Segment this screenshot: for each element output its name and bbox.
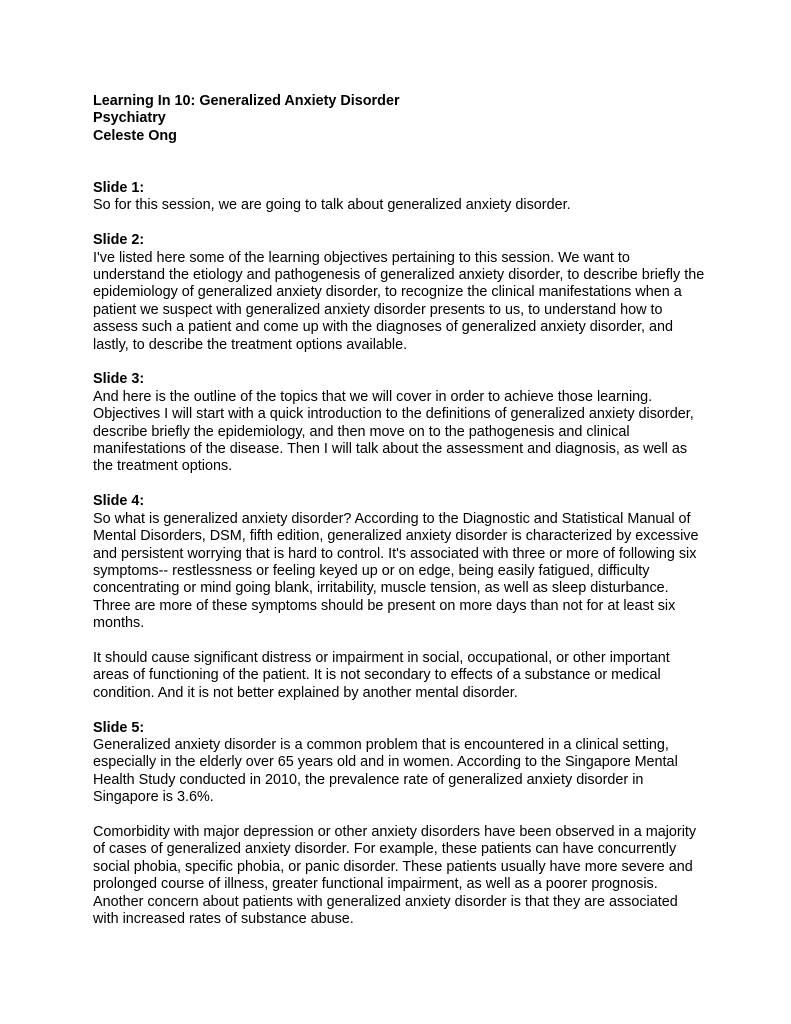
slide-3-paragraph-1: And here is the outline of the topics that we will cover in order to achieve those learning. Objectives I will start with a quick introduction to the definitions of generalized anxiety disorder, describe briefly the epidemiology, and then move on to the pathogenesis and clinical manifestations of the disease. Then I will talk about the assessment and diagnosis, as well as the treatment options. [93,388,694,475]
document-title: Learning In 10: Generalized Anxiety Disorder [93,93,400,109]
document-subject: Psychiatry [93,110,166,127]
slide-3-heading: Slide 3: [93,371,145,388]
slide-5-heading: Slide 5: [93,719,145,736]
slide-4-section [93,493,705,702]
slide-1-paragraph-1: So for this session, we are going to talk about generalized anxiety disorder. [93,197,571,214]
slide-4-paragraph-1: So what is generalized anxiety disorder? According to the Diagnostic and Statistical Manual of Mental Disorders, DSM, fifth edition, generalized anxiety disorder is characterized by excessive and persistent worrying that is hard to control. It's associated with three or more of following six symptoms-- restlessness or feeling keyed up or on edge, being easily fatigued, difficulty concentrating or mind going blank, irritability, muscle tension, as well as sleep disturbance. Three are more of these symptoms should be present on more days than not for at least six months. [93,510,699,632]
slide-1-heading: Slide 1: [93,180,145,197]
slide-2-paragraph-1: I've listed here some of the learning objectives pertaining to this session. We want to understand the etiology and pathogenesis of generalized anxiety disorder, to describe briefly the epidemiology of generalized anxiety disorder, to recognize the clinical manifestations when a patient we suspect with generalized anxiety disorder presents to us, to understand how to assess such a patient and come up with the diagnoses of generalized anxiety disorder, and lastly, to describe the treatment options available. [93,249,705,353]
document-author: Celeste Ong [93,127,177,144]
slide-1-section [93,180,705,215]
slide-2-heading: Slide 2: [93,232,145,249]
slide-4-heading: Slide 4: [93,493,145,510]
slide-5-section [93,720,705,929]
document-page [93,93,705,928]
slide-4-paragraph-2: It should cause significant distress or impairment in social, occupational, or other important areas of functioning of the patient. It is not secondary to effects of a substance or medical condition. And it is not better explained by another mental disorder. [93,649,670,701]
slide-2-section [93,232,705,354]
slide-5-paragraph-1: Generalized anxiety disorder is a common problem that is encountered in a clinical setting, especially in the elderly over 65 years old and in women. According to the Singapore Mental Health Study conducted in 2010, the prevalence rate of generalized anxiety disorder in Singapore is 3.6%. [93,736,678,806]
slide-5-paragraph-2: Comorbidity with major depression or other anxiety disorders have been observed in a majority of cases of generalized anxiety disorder. For example, these patients can have concurrently social phobia, specific phobia, or panic disorder. These patients usually have more severe and prolonged course of illness, greater functional impairment, as well as a poorer prognosis. Another concern about patients with generalized anxiety disorder is that they are associated with increased rates of substance abuse. [93,823,697,927]
document-header [93,93,705,145]
slide-3-section [93,371,705,475]
